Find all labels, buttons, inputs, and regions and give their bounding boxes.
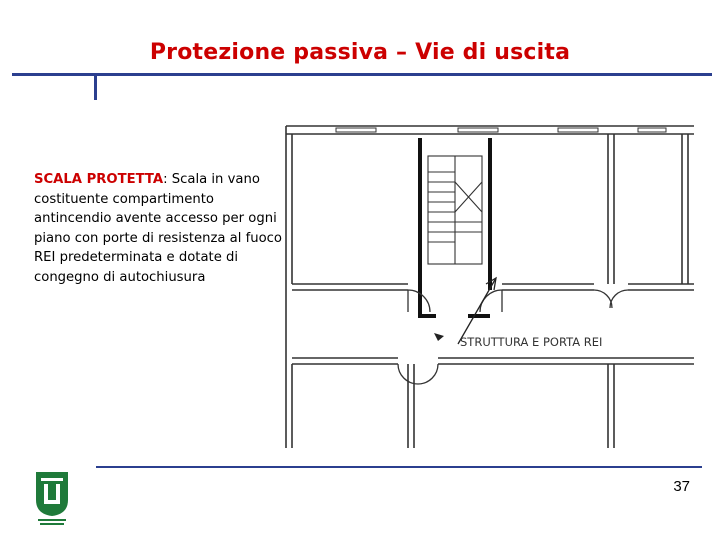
- floor-plan-drawing: [278, 108, 702, 454]
- page-number: 37: [673, 478, 690, 495]
- drawing-label: STRUTTURA E PORTA REI: [460, 335, 603, 349]
- definition-separator: :: [163, 172, 168, 187]
- definition-term: SCALA PROTETTA: [34, 172, 164, 187]
- footer-rule: [96, 466, 702, 468]
- definition-text: Scala in vano costituente compartimento antincendio avente accesso per ogni piano con porte di resistenza al fuoco REI predeterminata e dotate di congegno di autochiusura: [34, 172, 282, 285]
- slide-title: Protezione passiva – Vie di uscita: [149, 40, 571, 65]
- description-paragraph: [34, 170, 284, 287]
- university-logo: [32, 470, 72, 526]
- title-underline: [12, 73, 712, 76]
- title-accent-tick: [94, 76, 97, 100]
